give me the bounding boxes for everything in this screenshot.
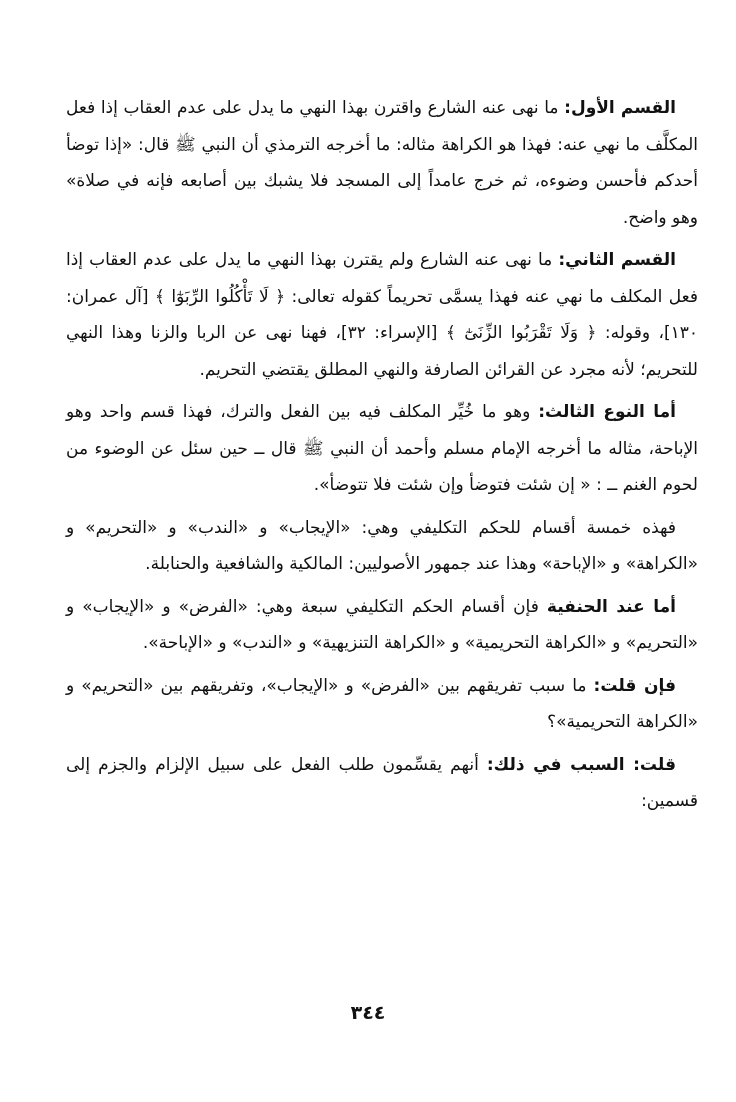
paragraph-2-text: ما نهى عنه الشارع ولم يقترن بهذا النهي ما يدل على عدم العقاب إذا فعل المكلف ما نهي عنه فهذا يسمَّى تحريماً كقوله تعالى: ﴿ لَا تَأْكُلُوا الرِّبَوٰٓا ﴾ [آل عمران: ١٣٠]، وقوله: ﴿ وَلَا تَقْرَبُوا الزِّنَىٰٓ ﴾ [الإسراء: ٣٢]، فهنا نهى عن الربا والزنا وهذا النهي للتحريم؛ لأنه مجرد عن القرائن الصارفة والنهي المطلق يقتضي التحريم. [66,250,698,380]
paragraph-3-lead: أما النوع الثالث: [538,402,676,422]
paragraph-1-text: ما نهى عنه الشارع واقترن بهذا النهي ما يدل على عدم العقاب إذا فعل المكلَّف ما نهي عنه: فهذا هو الكراهة مثاله: ما أخرجه الترمذي أن النبي ﷺ قال: «إذا توضأ أحدكم فأحسن وضوءه، ثم خرج عامداً إلى المسجد فلا يشبك بين أصابعه فإنه في صلاة» وهو واضح. [66,98,698,228]
paragraph-6-lead: فإن قلت: [593,675,676,696]
paragraph-3 [66,394,698,504]
paragraph-5-text: فإن أقسام الحكم التكليفي سبعة وهي: «الفرض» و «الإيجاب» و «التحريم» و «الكراهة التحريمية» و «الكراهة التنزيهية» و «الندب» و «الإباحة». [66,596,698,653]
paragraph-6 [66,668,698,741]
paragraph-1 [66,90,698,236]
paragraph-7-lead: قلت: السبب في ذلك: [486,754,676,775]
paragraph-7-text: أنهم يقسِّمون طلب الفعل على سبيل الإلزام والجزم إلى قسمين: [66,754,698,811]
paragraph-5 [66,589,698,662]
paragraph-2 [66,242,698,388]
paragraph-6-text: ما سبب تفريقهم بين «الفرض» و «الإيجاب»، وتفريقهم بين «التحريم» و «الكراهة التحريمية»؟ [66,675,698,732]
page-body [66,90,698,820]
paragraph-5-lead: أما عند الحنفية [546,596,676,617]
paragraph-3-text: وهو ما خُيِّر المكلف فيه بين الفعل والترك، فهذا قسم واحد وهو الإباحة، مثاله ما أخرجه الإمام مسلم وأحمد أن النبي ﷺ قال ــ حين سئل عن الوضوء من لحوم الغنم ــ : « إن شئت فتوضأ وإن شئت فلا تتوضأ». [66,402,698,495]
paragraph-1-lead: القسم الأول: [564,98,676,118]
paragraph-4 [66,510,698,583]
page-number: ٣٤٤ [350,1002,386,1024]
paragraph-2-lead: القسم الثاني: [558,250,676,270]
paragraph-7 [66,747,698,820]
paragraph-4-text: فهذه خمسة أقسام للحكم التكليفي وهي: «الإيجاب» و «الندب» و «التحريم» و «الكراهة» و «الإباحة» وهذا عند جمهور الأصوليين: المالكية والشافعية والحنابلة. [66,517,698,574]
